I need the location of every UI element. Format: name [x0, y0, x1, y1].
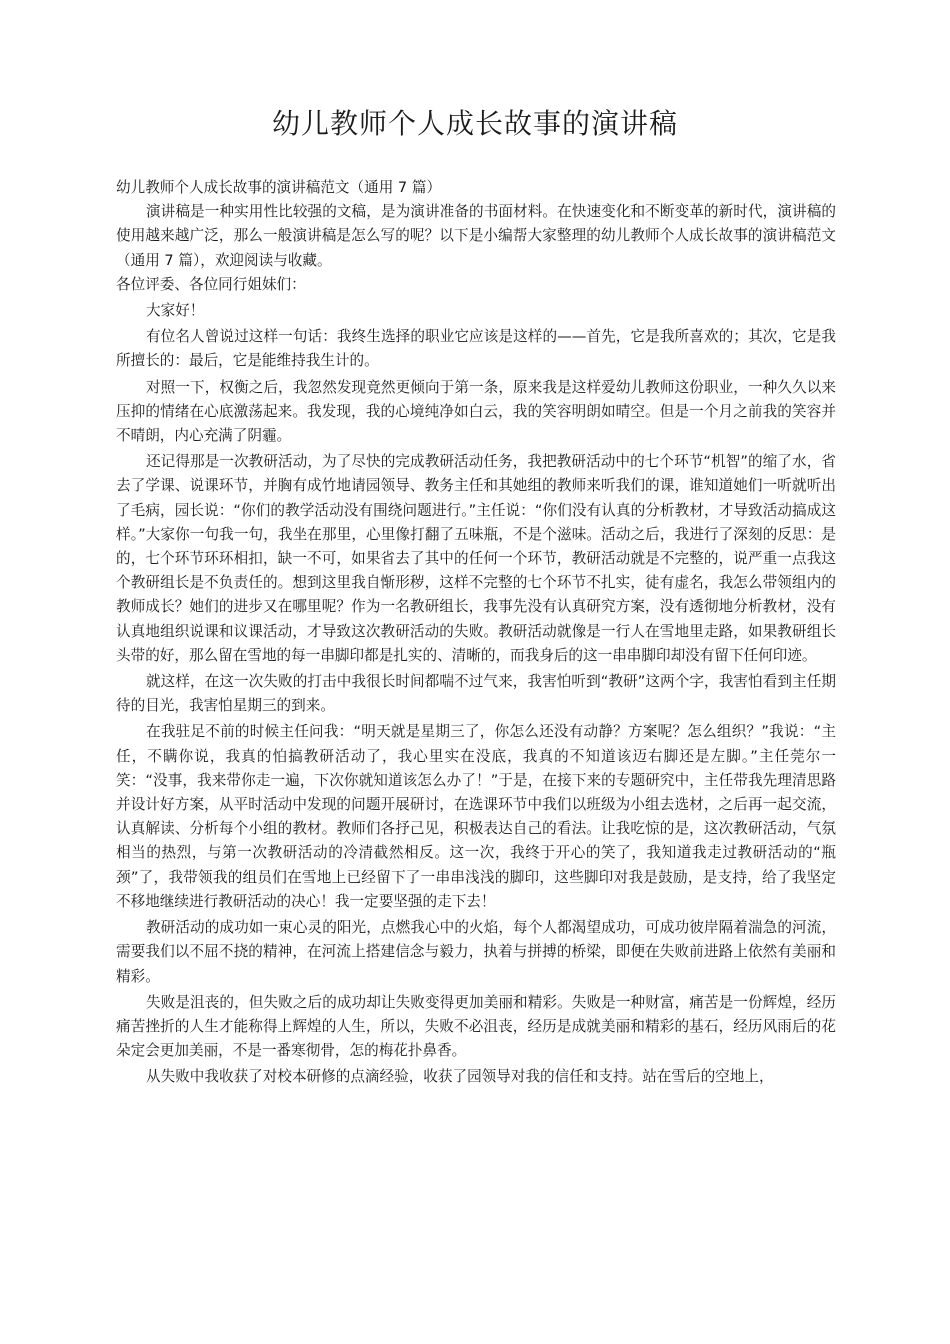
body-paragraph: 就这样，在这一次失败的打击中我很长时间都喘不过气来，我害怕听到“教研”这两个字，我害怕看到主任期待的目光，我害怕星期三的到来。	[116, 673, 836, 715]
greeting: 大家好！	[146, 302, 205, 320]
document-title: 幼儿教师个人成长故事的演讲稿	[271, 107, 678, 140]
body-paragraph: 有位名人曾说过这样一句话：我终生选择的职业它应该是这样的——首先，它是我所喜欢的；其次，它是我所擅长的：最后，它是能维持我生计的。	[116, 328, 836, 370]
body-paragraph: 在我驻足不前的时候主任问我：“明天就是星期三了，你怎么还没有动静？方案呢？怎么组织？”我说：“主任，不瞒你说，我真的怕搞教研活动了，我心里实在没底，我真的不知道该迈右脚还是左脚。”主任莞尔一笑：“没事，我来带你走一遍，下次你就知道该怎么办了！”于是，在接下来的专题研究中，主任带我先理清思路并设计好方案，从平时活动中发现的问题开展研讨，在选课环节中我们以班级为小组去选材，之后再一起交流，认真解读、分析每个小组的教材。教师们各抒己见，积极表达自己的看法。让我吃惊的是，这次教研活动，气氛相当的热烈，与第一次教研活动的冷清截然相反。这一次，我终于开心的笑了，我知道我走过教研活动的“瓶颈”了，我带领我的组员们在雪地上已经留下了一串串浅浅的脚印，这些脚印对我是鼓励，是支持，给了我坚定不移地继续进行教研活动的决心！我一定要坚强的走下去！	[116, 723, 836, 910]
body-paragraph: 从失败中我收获了对校本研修的点滴经验，收获了园领导对我的信任和支持。站在雪后的空地上，	[146, 1068, 774, 1086]
document-subtitle: 幼儿教师个人成长故事的演讲稿范文（通用 7 篇）	[116, 179, 442, 196]
body-paragraph: 对照一下，权衡之后，我忽然发现竟然更倾向于第一条，原来我是这样爱幼儿教师这份职业，一种久久以来压抑的情绪在心底激荡起来。我发现，我的心境纯净如白云，我的笑容明朗如晴空。但是一个月之前我的笑容并不晴朗，内心充满了阴霾。	[116, 378, 836, 445]
body-paragraph: 失败是沮丧的，但失败之后的成功却让失败变得更加美丽和精彩。失败是一种财富，痛苦是一份辉煌，经历痛苦挫折的人生才能称得上辉煌的人生，所以，失败不必沮丧，经历是成就美丽和精彩的基石，经历风雨后的花朵定会更加美丽，不是一番寒彻骨，怎的梅花扑鼻香。	[116, 993, 836, 1060]
salutation: 各位评委、各位同行姐妹们：	[116, 275, 306, 293]
intro-paragraph: 演讲稿是一种实用性比较强的文稿，是为演讲准备的书面材料。在快速变化和不断变革的新时代，演讲稿的使用越来越广泛，那么一般演讲稿是怎么写的呢？以下是小编帮大家整理的幼儿教师个人成长故事的演讲稿范文（通用 7 篇），欢迎阅读与收藏。	[116, 203, 836, 269]
document-body	[116, 176, 836, 1090]
body-paragraph: 还记得那是一次教研活动，为了尽快的完成教研活动任务，我把教研活动中的七个环节“机智”的缩了水，省去了学课、说课环节，并胸有成竹地请园领导、教务主任和其她组的教师来听我们的课，谁知道她们一听就听出了毛病，园长说：“你们的教学活动没有围绕问题进行。”主任说：“你们没有认真的分析教材，才导致活动搞成这样。”大家你一句我一句，我坐在那里，心里像打翻了五味瓶，不是个滋味。活动之后，我进行了深刻的反思：是的，七个环节环环相扣，缺一不可，如果省去了其中的任何一个环节，教研活动就是不完整的，说严重一点我这个教研组长是不负责任的。想到这里我自惭形秽，这样不完整的七个环节不扎实，徒有虚名，我怎么带领组内的教师成长？她们的进步又在哪里呢？作为一名教研组长，我事先没有认真研究方案，没有透彻地分析教材，没有认真地组织说课和议课活动，才导致这次教研活动的失败。教研活动就像是一行人在雪地里走路，如果教研组长头带的好，那么留在雪地的每一串脚印都是扎实的、清晰的，而我身后的这一串串脚印却没有留下任何印迹。	[116, 453, 836, 664]
body-paragraph: 教研活动的成功如一束心灵的阳光，点燃我心中的火焰，每个人都渴望成功，可成功彼岸隔着湍急的河流，需要我们以不屈不挠的精神，在河流上搭建信念与毅力，执着与拼搏的桥梁，即便在失败前进路上依然有美丽和精彩。	[116, 919, 836, 985]
